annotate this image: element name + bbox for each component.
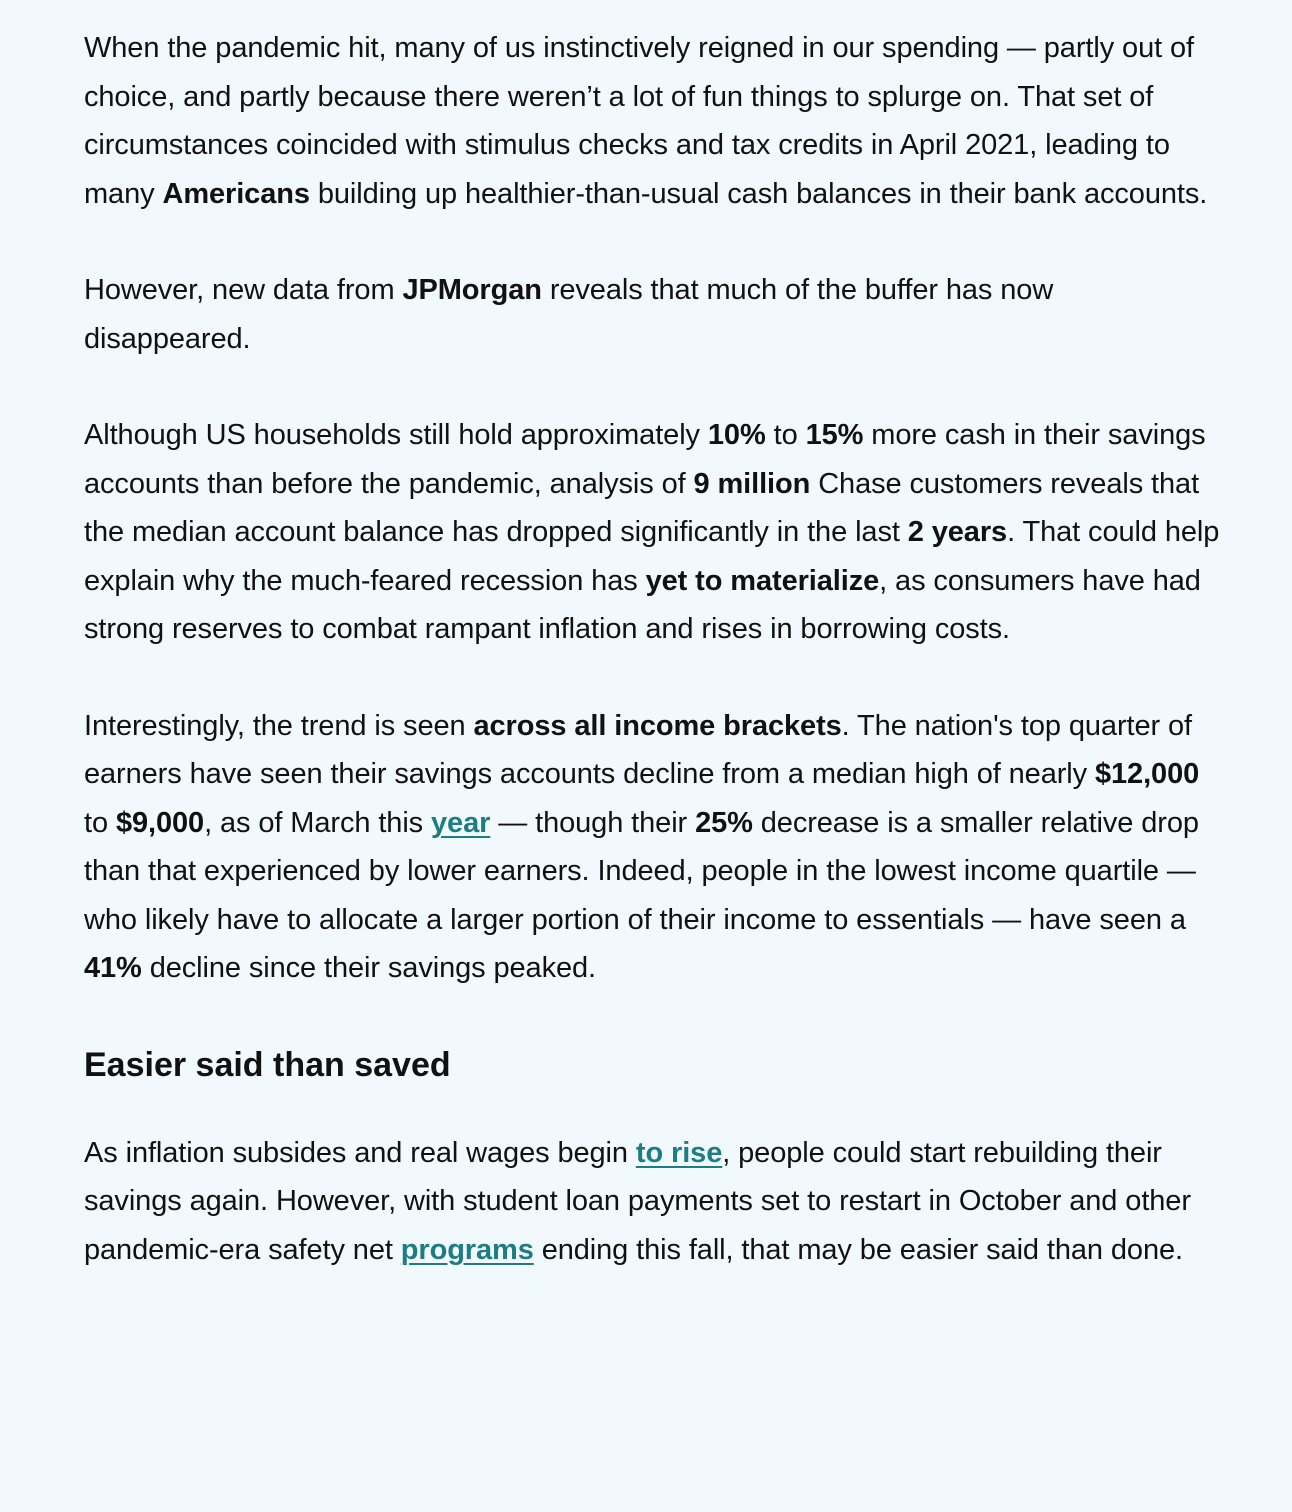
text-run: Chase customers reveals that the median account balance has dropped significantly in the last <box>84 467 1200 548</box>
bold-9-million: 9 million <box>693 467 811 500</box>
paragraph-rebuilding <box>84 1129 1224 1275</box>
text-run: ending this fall, that may be easier said than done. <box>533 1233 1183 1266</box>
text-run: to <box>765 419 806 451</box>
link-year[interactable]: year <box>431 806 491 839</box>
paragraph-jpmorgan <box>84 266 1224 363</box>
text-run: building up healthier-than-usual cash balances in their bank accounts. <box>309 177 1208 210</box>
text-run: When the pandemic hit, many of us instinctively reigned in our spending — partly out of choice, and partly because there weren’t a lot of fun things to splurge on. That set of circumstances coincided with stimulus checks and tax credits in April 2021, leading to many <box>84 32 1195 210</box>
text-run: decrease is a smaller relative drop than that experienced by lower earners. Indeed, people in the lowest income quartile — who likely have to allocate a larger portion of their income to essentials — have seen a <box>84 806 1199 936</box>
text-run: Interestingly, the trend is seen <box>84 709 474 742</box>
text-run: more cash in their savings accounts than before the pandemic, analysis of <box>84 419 1206 500</box>
text-run: — though their <box>490 806 696 839</box>
bold-15-percent: 15% <box>805 419 864 451</box>
text-run: As inflation subsides and real wages begin <box>84 1136 636 1169</box>
bold-jpmorgan: JPMorgan <box>402 274 542 306</box>
text-run: . That could help explain why the much-feared recession has <box>84 516 1220 597</box>
paragraph-income-brackets <box>84 702 1224 993</box>
text-run: Although US households still hold approximately <box>84 419 708 451</box>
paragraph-households <box>84 411 1224 654</box>
text-run: to <box>84 806 116 839</box>
text-run: However, new data from <box>84 274 403 306</box>
bold-americans: Americans <box>162 177 310 210</box>
section-heading: Easier said than saved <box>84 1045 451 1084</box>
bold-12000: $12,000 <box>1095 758 1200 790</box>
bold-2-years: 2 years <box>907 516 1008 548</box>
link-to-rise[interactable]: to rise <box>635 1136 723 1169</box>
bold-25-percent: 25% <box>695 806 753 839</box>
text-run: , as of March this <box>204 806 432 839</box>
bold-10-percent: 10% <box>707 419 766 451</box>
bold-41-percent: 41% <box>84 952 142 984</box>
text-run: decline since their savings peaked. <box>141 952 596 984</box>
bold-9000: $9,000 <box>115 806 205 839</box>
text-run: . The nation's top quarter of earners have seen their savings accounts decline from a median high of nearly <box>84 709 1192 790</box>
paragraph-intro <box>84 24 1224 218</box>
bold-yet-to-materialize: yet to materialize <box>645 564 880 597</box>
text-run: reveals that much of the buffer has now disappeared. <box>84 274 1054 355</box>
link-programs[interactable]: programs <box>400 1233 534 1266</box>
text-run: , as consumers have had strong reserves to combat rampant inflation and rises in borrowing costs. <box>84 564 1201 645</box>
bold-across-all-income-brackets: across all income brackets <box>473 709 842 742</box>
text-run: , people could start rebuilding their savings again. However, with student loan payments set to restart in October and other pandemic-era safety net <box>84 1136 1191 1266</box>
